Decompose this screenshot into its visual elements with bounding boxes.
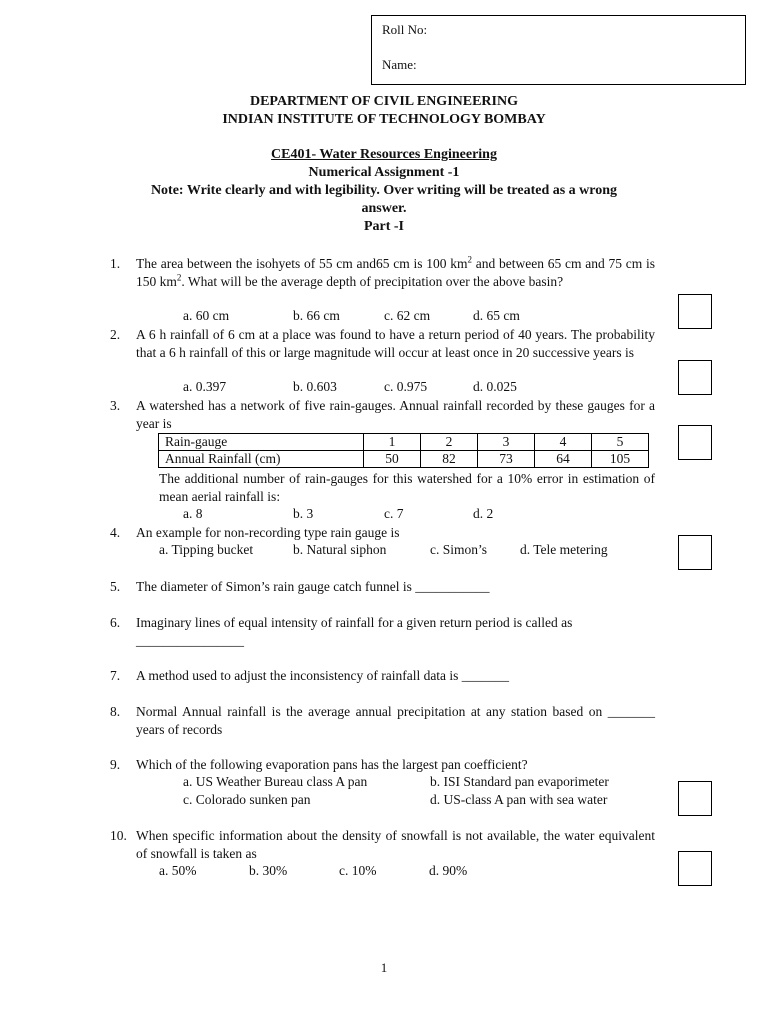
option-d: d. 2: [473, 506, 494, 521]
question-number: 3.: [110, 398, 121, 413]
table-cell: 1: [364, 434, 421, 451]
option-c: c. 62 cm: [384, 308, 431, 323]
option-b: b. 0.603: [293, 379, 337, 394]
question-4: [110, 524, 655, 542]
name-label: Name:: [382, 57, 417, 72]
question-text: An example for non-recording type rain gauge is: [136, 525, 400, 540]
question-text: A 6 h rainfall of 6 cm at a place was found to have a return period of 40 years. The probability that a 6 h rainfall of this or large magnitude will occur at least once in 20 successive years is: [136, 327, 655, 360]
option-a: a. 8: [183, 506, 203, 521]
table-cell: 2: [421, 434, 478, 451]
question-8: [110, 703, 655, 738]
question-5: [110, 578, 655, 596]
page-number: 1: [380, 960, 388, 975]
answer-box-q4[interactable]: [678, 535, 712, 570]
question-text: When specific information about the density of snowfall is not available, the water equivalent of snowfall is taken as: [136, 828, 655, 861]
table-cell: 5: [592, 434, 649, 451]
question-text: Normal Annual rainfall is the average annual precipitation at any station based on _______ years of records: [136, 704, 655, 737]
option-a: a. 50%: [159, 863, 197, 878]
option-d: d. 65 cm: [473, 308, 520, 323]
table-row: [159, 434, 649, 451]
question-2: [110, 326, 655, 361]
question-7: [110, 667, 655, 685]
question-number: 10.: [110, 828, 127, 843]
answer-box-q2[interactable]: [678, 360, 712, 395]
question-number: 1.: [110, 256, 121, 271]
note-line-1: Note: Write clearly and with legibility. Over writing will be treated as a wrong: [150, 183, 618, 198]
institute-title: INDIAN INSTITUTE OF TECHNOLOGY BOMBAY: [222, 112, 546, 127]
note-line-2: answer.: [361, 201, 407, 216]
option-b: b. Natural siphon: [293, 542, 387, 557]
assignment-title: Numerical Assignment -1: [308, 165, 460, 180]
table-cell: Annual Rainfall (cm): [159, 451, 364, 468]
question-number: 5.: [110, 579, 121, 594]
option-d: d. 90%: [429, 863, 468, 878]
part-title: Part -I: [363, 219, 405, 234]
question-6: [110, 614, 655, 649]
question-number: 8.: [110, 704, 121, 719]
question-9: [110, 756, 655, 774]
rain-gauge-table: [158, 433, 649, 468]
option-c: c. 7: [384, 506, 404, 521]
question-text: A watershed has a network of five rain-gauges. Annual rainfall recorded by these gauges for a year is: [136, 398, 655, 431]
answer-box-q3[interactable]: [678, 425, 712, 460]
question-3: [110, 397, 655, 432]
question-text: A method used to adjust the inconsistency of rainfall data is _______: [136, 668, 510, 683]
table-cell: 3: [478, 434, 535, 451]
option-a: a. US Weather Bureau class A pan: [183, 774, 368, 789]
question-text: Which of the following evaporation pans has the largest pan coefficient?: [136, 757, 528, 772]
option-c: c. Simon’s: [430, 542, 488, 557]
question-number: 9.: [110, 757, 121, 772]
table-cell: Rain-gauge: [159, 434, 364, 451]
option-a: a. 0.397: [183, 379, 227, 394]
table-row: [159, 451, 649, 468]
table-cell: 73: [478, 451, 535, 468]
roll-no-label: Roll No:: [382, 22, 428, 37]
question-3-continuation: The additional number of rain-gauges for this watershed for a 10% error in estimation of mean aerial rainfall is:: [159, 471, 655, 504]
department-title: DEPARTMENT OF CIVIL ENGINEERING: [249, 94, 518, 109]
question-10: [110, 827, 655, 862]
question-text: The area between the isohyets of 55 cm and65 cm is 100 $km^2$ and between 65 cm and 75 cm is 150 $km^2$. What will be the average depth of precipitation over the above basin?: [136, 254, 655, 289]
option-d: d. Tele metering: [520, 542, 608, 557]
option-c: c. Colorado sunken pan: [183, 792, 311, 807]
option-b: b. 3: [293, 506, 314, 521]
option-b: b. 66 cm: [293, 308, 340, 323]
table-cell: 82: [421, 451, 478, 468]
question-text: The diameter of Simon’s rain gauge catch funnel is ___________: [136, 579, 490, 594]
option-d: d. 0.025: [473, 379, 517, 394]
table-cell: 4: [535, 434, 592, 451]
option-a: a. Tipping bucket: [159, 542, 254, 557]
question-number: 6.: [110, 615, 121, 630]
roll-name-box: [371, 15, 746, 85]
course-title: CE401- Water Resources Engineering: [271, 147, 497, 162]
question-text: Imaginary lines of equal intensity of rainfall for a given return period is called as: [136, 615, 573, 630]
answer-box-q1[interactable]: [678, 294, 712, 329]
answer-box-q9[interactable]: [678, 781, 712, 816]
question-number: 4.: [110, 525, 121, 540]
answer-box-q10[interactable]: [678, 851, 712, 886]
option-d: d. US-class A pan with sea water: [430, 792, 608, 807]
table-cell: 64: [535, 451, 592, 468]
table-cell: 105: [592, 451, 649, 468]
option-c: c. 10%: [339, 863, 377, 878]
question-1: [110, 255, 655, 290]
table-cell: 50: [364, 451, 421, 468]
option-b: b. 30%: [249, 863, 288, 878]
option-b: b. ISI Standard pan evaporimeter: [430, 774, 609, 789]
answer-blank: ________________: [136, 632, 244, 648]
option-a: a. 60 cm: [183, 308, 230, 323]
question-number: 2.: [110, 327, 121, 342]
option-c: c. 0.975: [384, 379, 428, 394]
question-number: 7.: [110, 668, 121, 683]
